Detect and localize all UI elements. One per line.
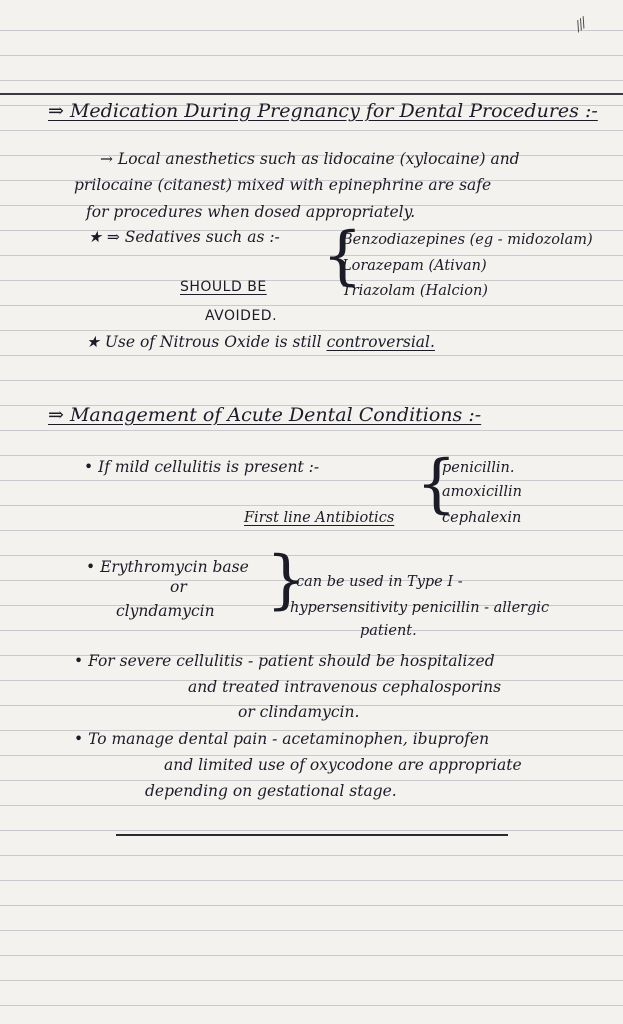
sedative-item: Benzodiazepines (eg - midozolam) <box>342 232 593 248</box>
anesthetics-line-2: prilocaine (citanest) mixed with epinephrine are safe <box>74 176 492 194</box>
top-margin-rule <box>0 93 623 95</box>
nitrous-oxide-text: ★ Use of Nitrous Oxide is still <box>86 333 322 351</box>
section1-heading: ⇒ Medication During Pregnancy for Dental Procedures :- <box>48 100 598 122</box>
sedatives-label: ★ ⇒ Sedatives such as :- <box>88 228 280 246</box>
dental-pain-line-1: • To manage dental pain - acetaminophen, ibuprofen <box>74 730 490 748</box>
severe-cellulitis-line-3: or clindamycin. <box>238 703 360 721</box>
erythromycin-or: or <box>170 578 187 596</box>
sedative-item: Lorazepam (Ativan) <box>342 258 487 274</box>
erythromycin-brace: { <box>266 543 307 617</box>
mild-cellulitis-line: • If mild cellulitis is present :- <box>84 458 320 476</box>
dental-pain-line-3: depending on gestational stage. <box>145 782 397 800</box>
section2-heading: ⇒ Management of Acute Dental Conditions :- <box>48 404 482 426</box>
first-line-antibiotics-label: First line Antibiotics <box>244 510 395 526</box>
sedatives-brace: { <box>322 219 363 293</box>
section-end-rule <box>116 834 508 836</box>
severe-cellulitis-line-1: • For severe cellulitis - patient should be hospitalized <box>74 652 495 670</box>
clyndamycin-line: clyndamycin <box>116 602 215 620</box>
avoided-label: AVOIDED. <box>205 308 278 324</box>
erythromycin-use-3: patient. <box>360 623 417 639</box>
antibiotic-item: amoxicillin <box>442 484 522 500</box>
erythromycin-use-1: can be used in Type I - <box>296 574 463 590</box>
anesthetics-line-1: → Local anesthetics such as lidocaine (xylocaine) and <box>100 150 520 168</box>
antibiotics-brace: { <box>416 447 457 521</box>
severe-cellulitis-line-2: and treated intravenous cephalosporins <box>188 678 502 696</box>
antibiotic-item: cephalexin <box>442 510 522 526</box>
corner-scribble: ⁄⁄⁄ <box>573 15 591 35</box>
erythromycin-use-2: hypersensitivity penicillin - allergic <box>290 600 550 616</box>
nitrous-oxide-line <box>86 333 435 351</box>
controversial-word: controversial. <box>326 333 435 351</box>
antibiotic-item: penicillin. <box>442 460 515 476</box>
anesthetics-line-3: for procedures when dosed appropriately. <box>86 203 416 221</box>
erythromycin-line: • Erythromycin base <box>86 558 249 576</box>
sedative-item: Triazolam (Halcion) <box>342 283 488 299</box>
dental-pain-line-2: and limited use of oxycodone are appropriate <box>164 756 522 774</box>
should-be-label: SHOULD BE <box>180 279 267 295</box>
